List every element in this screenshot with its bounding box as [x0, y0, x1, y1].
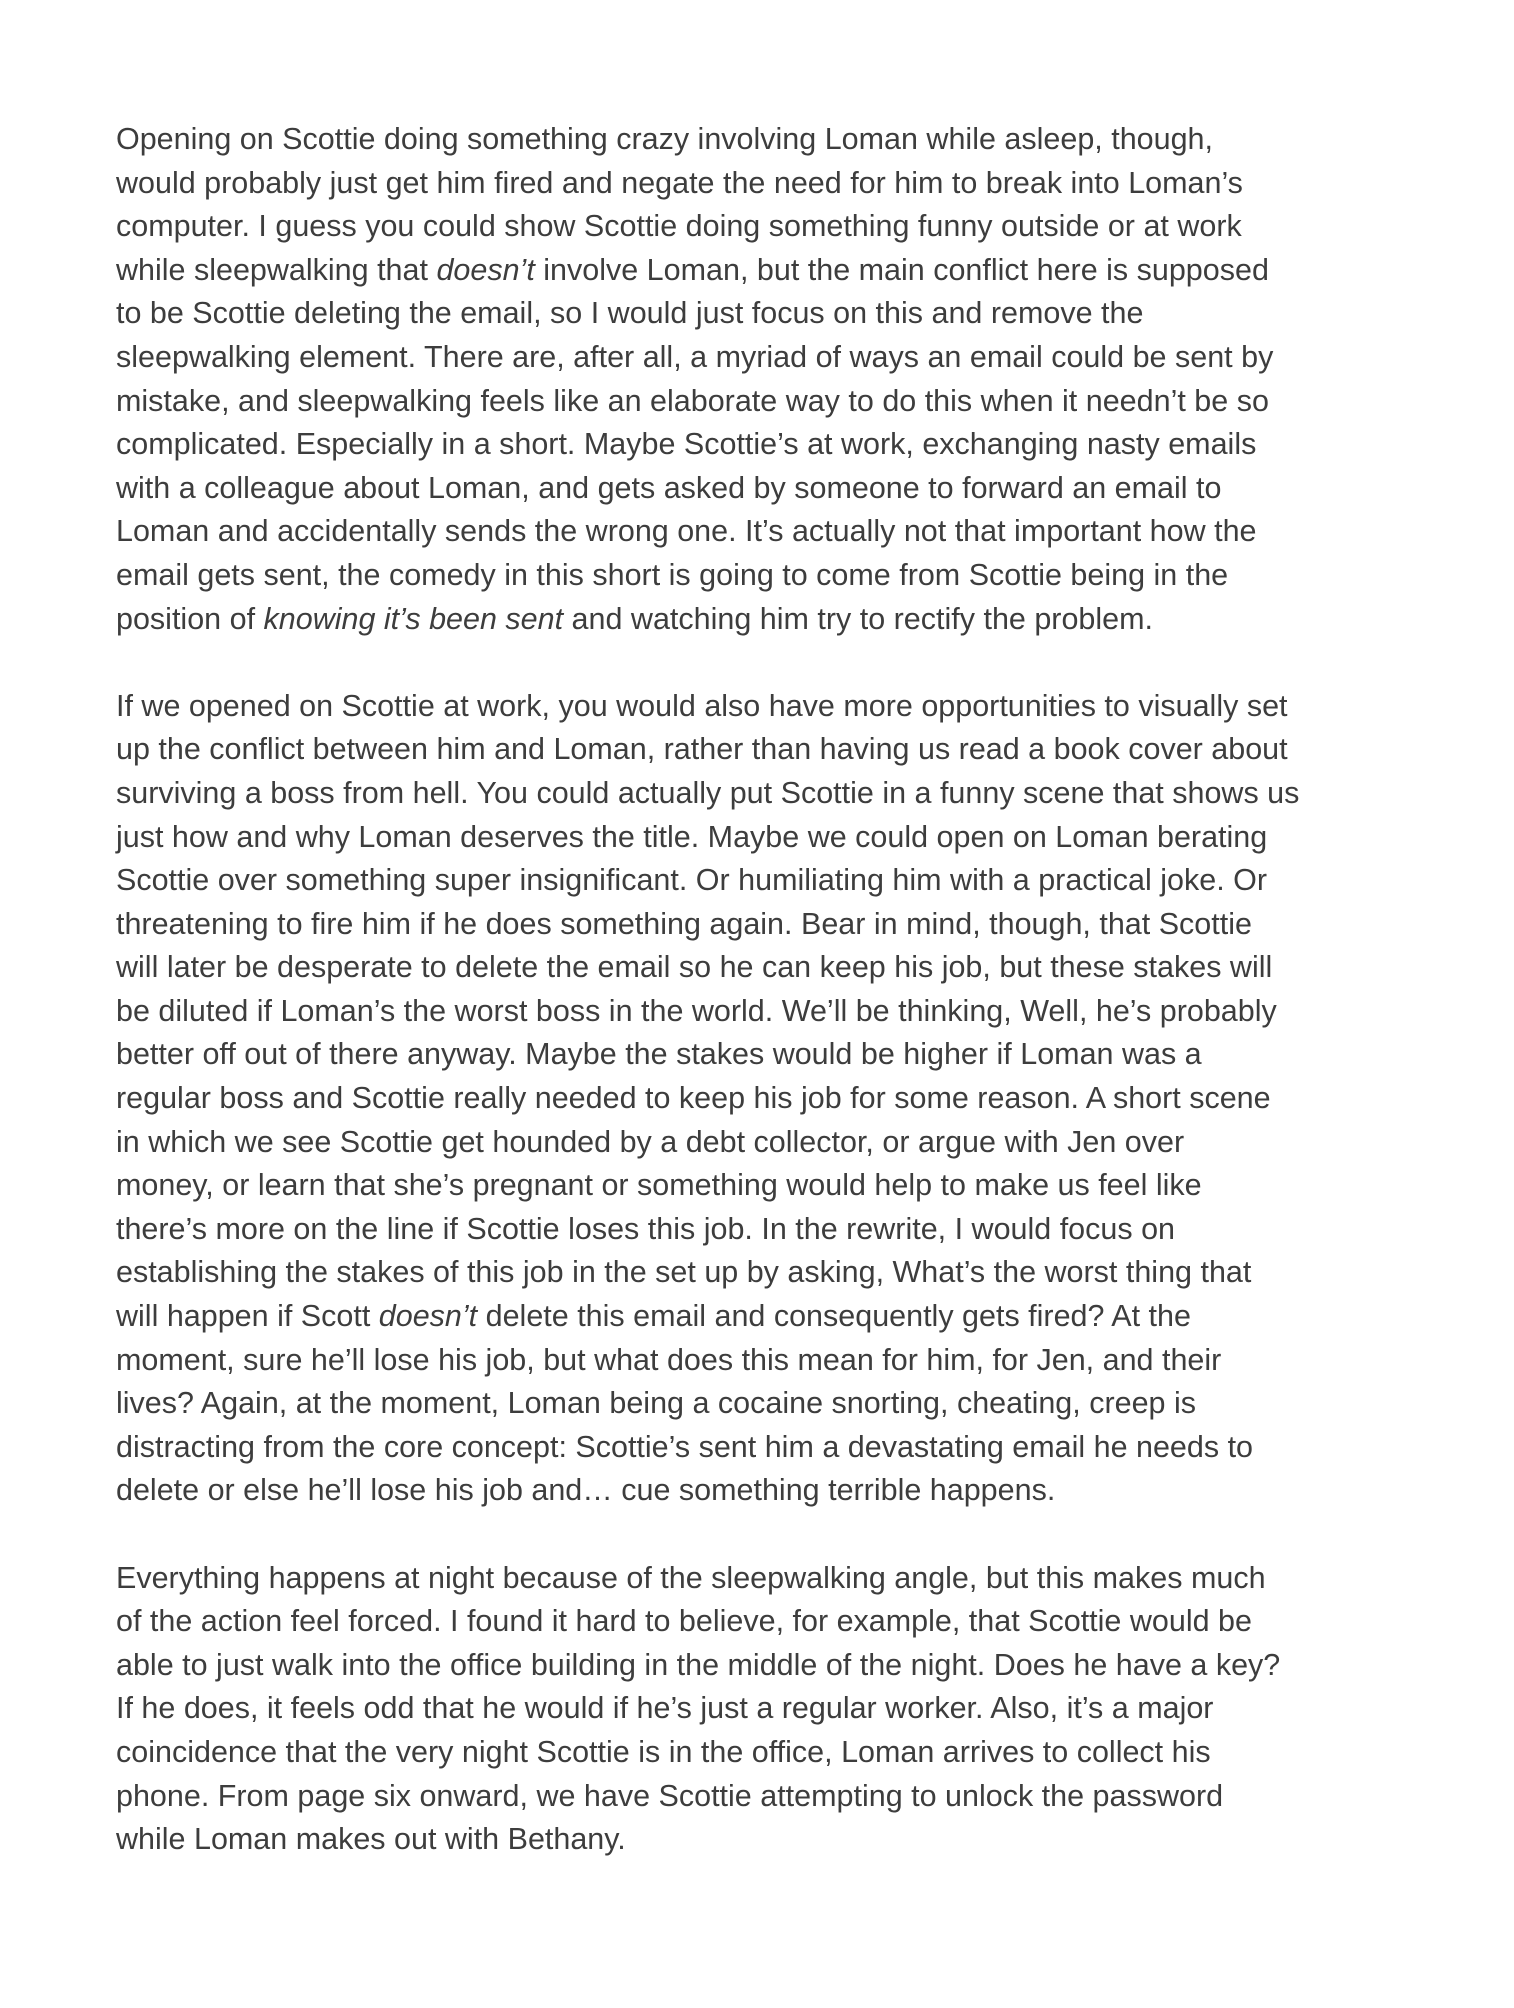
- text-run: there’s more on the line if Scottie loses this job. In the rewrite, I would focus on: [116, 1211, 1176, 1246]
- text-line: [116, 1164, 1416, 1208]
- text-line: [116, 292, 1416, 336]
- text-run: If we opened on Scottie at work, you would also have more opportunities to visually set: [116, 688, 1288, 723]
- text-line: [116, 1687, 1416, 1731]
- text-line: [116, 859, 1416, 903]
- text-run: Everything happens at night because of the sleepwalking angle, but this makes much: [116, 1560, 1266, 1595]
- text-line: [116, 598, 1416, 642]
- text-line: [116, 1557, 1416, 1601]
- text-line: [116, 467, 1416, 511]
- text-run: regular boss and Scottie really needed to keep his job for some reason. A short scene: [116, 1081, 1271, 1116]
- text-run: position of: [116, 601, 264, 636]
- text-run: complicated. Especially in a short. Maybe Scottie’s at work, exchanging nasty emails: [116, 427, 1257, 462]
- text-line: [116, 1295, 1416, 1339]
- text-run: email gets sent, the comedy in this short is going to come from Scottie being in the: [116, 557, 1229, 592]
- document-page: [116, 118, 1416, 1862]
- text-run: moment, sure he’ll lose his job, but what does this mean for him, for Jen, and their: [116, 1342, 1222, 1377]
- text-line: [116, 1077, 1416, 1121]
- text-run: and watching him try to rectify the problem.: [563, 601, 1154, 636]
- italic-text-run: knowing it’s been sent: [263, 601, 564, 636]
- text-run: just how and why Loman deserves the title. Maybe we could open on Loman berating: [116, 819, 1268, 854]
- text-line: [116, 1818, 1416, 1862]
- text-line: [116, 728, 1416, 772]
- text-line: [116, 1251, 1416, 1295]
- text-run: up the conflict between him and Loman, rather than having us read a book cover about: [116, 732, 1288, 767]
- paragraph-1: [116, 118, 1416, 641]
- text-run: involve Loman, but the main conflict here is supposed: [534, 252, 1269, 287]
- text-line: [116, 162, 1416, 206]
- text-run: be diluted if Loman’s the worst boss in the world. We’ll be thinking, Well, he’s probably: [116, 993, 1277, 1028]
- text-line: [116, 1644, 1416, 1688]
- text-line: [116, 816, 1416, 860]
- text-run: Scottie over something super insignificant. Or humiliating him with a practical joke. Or: [116, 863, 1268, 898]
- italic-text-run: doesn’t: [378, 1299, 478, 1334]
- text-line: [116, 205, 1416, 249]
- paragraph-3: [116, 1557, 1416, 1862]
- text-run: would probably just get him fired and negate the need for him to break into Loman’s: [116, 165, 1243, 200]
- text-run: delete or else he’ll lose his job and… cue something terrible happens.: [116, 1473, 1056, 1508]
- text-line: [116, 1775, 1416, 1819]
- text-run: will happen if Scott: [116, 1299, 379, 1334]
- paragraph-2: [116, 685, 1416, 1513]
- text-run: while sleepwalking that: [116, 252, 437, 287]
- text-line: [116, 1121, 1416, 1165]
- text-line: [116, 380, 1416, 424]
- text-run: threatening to fire him if he does something again. Bear in mind, though, that Scottie: [116, 906, 1252, 941]
- text-run: able to just walk into the office building in the middle of the night. Does he have a key?: [116, 1647, 1281, 1682]
- text-line: [116, 118, 1416, 162]
- text-run: surviving a boss from hell. You could actually put Scottie in a funny scene that shows us: [116, 775, 1300, 810]
- text-run: Opening on Scottie doing something crazy involving Loman while asleep, though,: [116, 122, 1213, 156]
- text-run: distracting from the core concept: Scottie’s sent him a devastating email he needs to: [116, 1429, 1254, 1464]
- text-run: with a colleague about Loman, and gets asked by someone to forward an email to: [116, 470, 1222, 505]
- text-run: phone. From page six onward, we have Scottie attempting to unlock the password: [116, 1778, 1224, 1813]
- text-line: [116, 946, 1416, 990]
- text-run: Loman and accidentally sends the wrong one. It’s actually not that important how the: [116, 514, 1257, 549]
- text-line: [116, 1382, 1416, 1426]
- text-line: [116, 510, 1416, 554]
- text-line: [116, 1600, 1416, 1644]
- italic-text-run: doesn’t: [436, 252, 535, 287]
- text-line: [116, 1426, 1416, 1470]
- text-line: [116, 1339, 1416, 1383]
- text-line: [116, 1208, 1416, 1252]
- text-line: [116, 1731, 1416, 1775]
- text-run: in which we see Scottie get hounded by a debt collector, or argue with Jen over: [116, 1124, 1185, 1159]
- text-run: money, or learn that she’s pregnant or something would help to make us feel like: [116, 1168, 1202, 1203]
- text-line: [116, 990, 1416, 1034]
- text-line: [116, 554, 1416, 598]
- text-run: establishing the stakes of this job in the set up by asking, What’s the worst thing that: [116, 1255, 1252, 1290]
- text-run: mistake, and sleepwalking feels like an elaborate way to do this when it needn’t be so: [116, 383, 1269, 418]
- text-run: coincidence that the very night Scottie is in the office, Loman arrives to collect his: [116, 1734, 1211, 1769]
- text-run: better off out of there anyway. Maybe the stakes would be higher if Loman was a: [116, 1037, 1202, 1072]
- text-run: will later be desperate to delete the email so he can keep his job, but these stakes will: [116, 950, 1273, 985]
- text-run: of the action feel forced. I found it hard to believe, for example, that Scottie would be: [116, 1604, 1252, 1639]
- text-run: If he does, it feels odd that he would if he’s just a regular worker. Also, it’s a major: [116, 1691, 1214, 1726]
- text-line: [116, 1033, 1416, 1077]
- text-run: lives? Again, at the moment, Loman being a cocaine snorting, cheating, creep is: [116, 1386, 1197, 1421]
- text-line: [116, 903, 1416, 947]
- text-line: [116, 685, 1416, 729]
- text-run: computer. I guess you could show Scottie doing something funny outside or at work: [116, 209, 1242, 244]
- text-line: [116, 423, 1416, 467]
- text-line: [116, 772, 1416, 816]
- text-run: sleepwalking element. There are, after all, a myriad of ways an email could be sent by: [116, 339, 1274, 374]
- text-line: [116, 249, 1416, 293]
- text-run: delete this email and consequently gets fired? At the: [477, 1299, 1191, 1334]
- text-run: to be Scottie deleting the email, so I would just focus on this and remove the: [116, 296, 1144, 331]
- text-run: while Loman makes out with Bethany.: [116, 1822, 626, 1857]
- text-line: [116, 336, 1416, 380]
- text-line: [116, 1469, 1416, 1513]
